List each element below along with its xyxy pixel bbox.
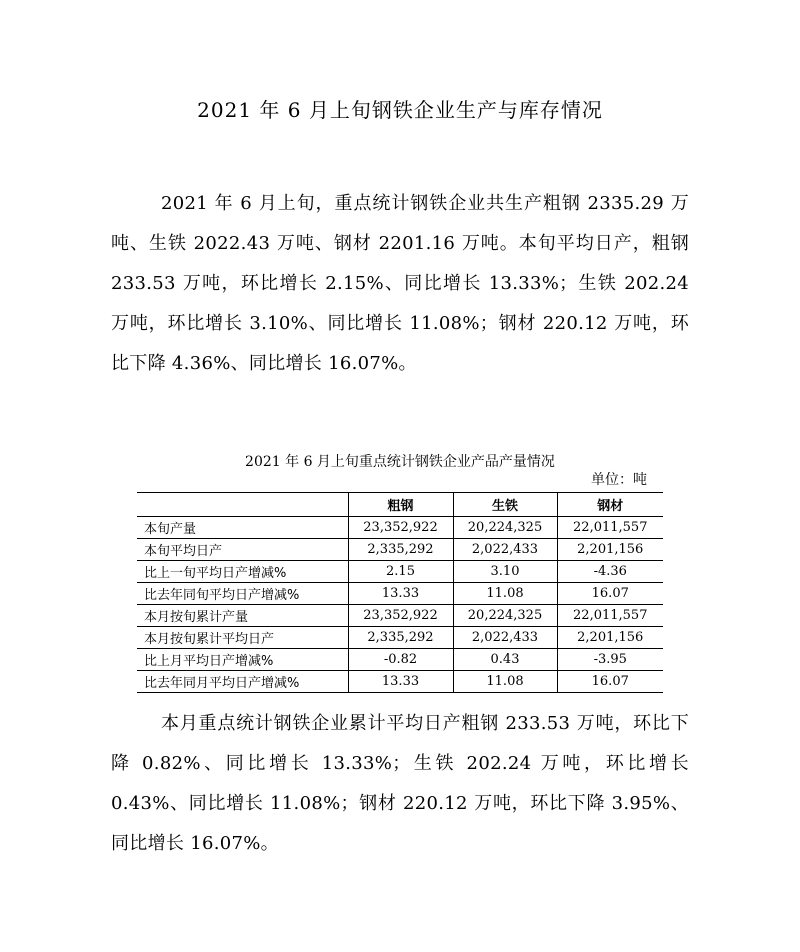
row-label: 本旬平均日产	[137, 539, 348, 561]
table-row	[137, 561, 663, 583]
cell-value: 2.15	[348, 561, 453, 583]
cell-value: 23,352,922	[348, 517, 453, 539]
paragraph-monthly-cumulative-summary: 本月重点统计钢铁企业累计平均日产粗钢 233.53 万吨，环比下降 0.82%、同比增长 13.33%；生铁 202.24 万吨，环比增长 0.43%、同比增长 11.08%；钢材 220.12 万吨，环比下降 3.95%、同比增长 16.07%。	[111, 713, 689, 854]
table-unit-label: 单位：吨	[591, 472, 647, 488]
column-header-empty	[137, 493, 348, 517]
cell-value: 23,352,922	[348, 605, 453, 627]
table-row	[137, 627, 663, 649]
table-row	[137, 517, 663, 539]
cell-value: 2,022,433	[453, 627, 557, 649]
cell-value: 2,201,156	[557, 627, 663, 649]
cell-value: 20,224,325	[453, 517, 557, 539]
cell-value: 0.43	[453, 649, 557, 671]
cell-value: 13.33	[348, 583, 453, 605]
row-label: 本月按旬累计产量	[137, 605, 348, 627]
cell-value: 11.08	[453, 671, 557, 693]
cell-value: 2,201,156	[557, 539, 663, 561]
table-row	[137, 539, 663, 561]
cell-value: 2,335,292	[348, 627, 453, 649]
table-row	[137, 605, 663, 627]
document-title: 2021 年 6 月上旬钢铁企业生产与库存情况	[197, 98, 603, 122]
cell-value: 22,011,557	[557, 605, 663, 627]
production-output-table	[137, 492, 663, 693]
cell-value: 22,011,557	[557, 517, 663, 539]
row-label: 比上一旬平均日产增减%	[137, 561, 348, 583]
cell-value: 16.07	[557, 671, 663, 693]
column-header-crude-steel: 粗钢	[348, 493, 453, 517]
cell-value: 11.08	[453, 583, 557, 605]
cell-value: -3.95	[557, 649, 663, 671]
table-row	[137, 671, 663, 693]
table-row	[137, 649, 663, 671]
column-header-pig-iron: 生铁	[453, 493, 557, 517]
row-label: 比上月平均日产增减%	[137, 649, 348, 671]
column-header-steel-products: 钢材	[557, 493, 663, 517]
cell-value: 20,224,325	[453, 605, 557, 627]
cell-value: 16.07	[557, 583, 663, 605]
paragraph-period-production-summary: 2021 年 6 月上旬，重点统计钢铁企业共生产粗钢 2335.29 万吨、生铁 2022.43 万吨、钢材 2201.16 万吨。本旬平均日产，粗钢 233.53 万吨，环比增长 2.15%、同比增长 13.33%；生铁 202.24 万吨，环比增长 3.10%、同比增长 11.08%；钢材 220.12 万吨，环比下降 4.36%、同比增长 16.07%。	[111, 193, 689, 374]
cell-value: 13.33	[348, 671, 453, 693]
cell-value: 3.10	[453, 561, 557, 583]
table-caption: 2021 年 6 月上旬重点统计钢铁企业产品产量情况	[245, 454, 555, 470]
table-row	[137, 583, 663, 605]
cell-value: -0.82	[348, 649, 453, 671]
table-header-row	[137, 493, 663, 517]
cell-value: 2,022,433	[453, 539, 557, 561]
row-label: 比去年同月平均日产增减%	[137, 671, 348, 693]
row-label: 本旬产量	[137, 517, 348, 539]
row-label: 比去年同旬平均日产增减%	[137, 583, 348, 605]
row-label: 本月按旬累计平均日产	[137, 627, 348, 649]
cell-value: -4.36	[557, 561, 663, 583]
cell-value: 2,335,292	[348, 539, 453, 561]
